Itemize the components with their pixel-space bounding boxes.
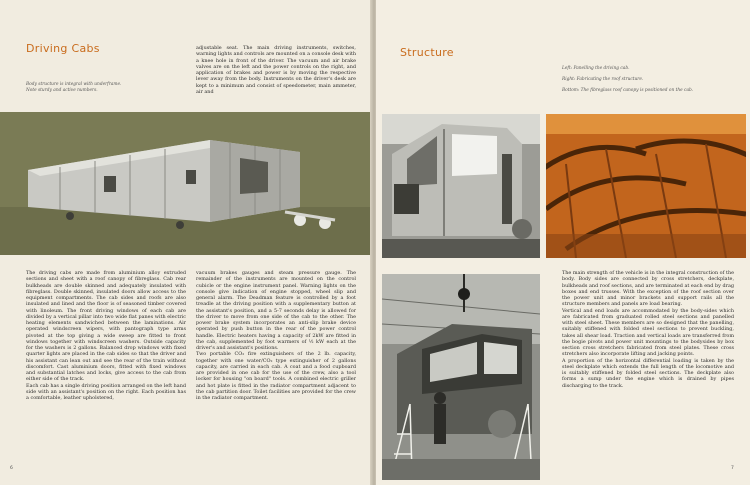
caption-bottom-photo: Bottom: The fibreglass roof canopy is positioned on the cab. (562, 88, 694, 93)
page-title-structure: Structure (400, 46, 454, 59)
cab-text-column-1: The driving cabs are made from aluminium alloy extruded sections and sheet with a roof canopy of fibreglass. Cab rear bulkheads are double skinned and adequately insulated with fibreglass. Double skinned, insulated doors allow access to the equipment compartments. The cab sides and roofs are also insulated and lined and the floor is of seasoned timber covered with linoleum. The front driving windows of each cab are divided by a vertical pillar into two wide flat panes with electric heating elements sandwiched between the laminations. Air operated windscreen wipers, with pantograph type arms pivoted at the top giving a wide sweep are fitted to front windows together with windscreen washers. Outside capacity for the washers is 2 gallons. Balanced drop windows with fixed quarter lights are placed in the cab sides so that the driver and his assistant can lean out and see the rear of the train without discomfort. Cast aluminium doors, fitted with fixed windows and substantial latches and locks, give access to the cab from either side of the track. Each cab has a single driving position arranged on the left hand side with an assistant's position on the right. Each position has a comfortable, leather upholstered, (26, 270, 186, 401)
caption-left-photo: Left: Panelling the driving cab. (562, 66, 630, 71)
body-structure-caption: Body structure is integral with underframe. Note sturdy and active numbers. (26, 82, 122, 93)
page-title-driving-cabs: Driving Cabs (26, 42, 100, 55)
caption-right-photo: Right: Fabricating the roof structure. (562, 77, 644, 82)
page-number-left: 6 (10, 466, 13, 471)
roof-structure-illustration (546, 114, 746, 258)
cab-text-intro: adjustable seat. The main driving instruments, switches, warning lights and controls are mounted on a console desk with a knee hole in front of the driver. The vacuum and air brake valves are on the left and the power controls on the right, and application of brakes and power is by moving the respective lever away from the body. Instruments on the driver's desk are kept to a minimum and consist of speedometer, main ammeter, air and (196, 45, 356, 95)
roof-canopy-positioning-photo (382, 274, 540, 480)
roof-canopy-illustration (382, 274, 540, 480)
structure-text: The main strength of the vehicle is in the integral construction of the body. Body sides are connected by cross stretchers, deckplate, bulkheads and roof sections, and are terminated at each end by drag boxes and end trusses. With the exception of the roof section over the power unit and minor brackets and support rails all the structure members and panels are load bearing. Vertical and end loads are accommodated by the body-sides which are fabricated from graduated rolled steel sections and panelled with steel sheet. These members are so designed that the panelling, suitably stiffened with folded steel sections to prevent buckling, takes all shear load. Traction and vertical loads are transferred from the bogie pivots and power unit mountings to the bodysides by box section cross stretchers fabricated from steel plates. These cross stretchers also incorporate lifting and jacking points. A proportion of the horizontal differential loading is taken by the steel deckplate which extends the full length of the locomotive and is suitably stiffened by folded steel sections. The deckplate also forms a sump under the engine which is drained by pipes discharging to the track. (562, 270, 734, 389)
locomotive-body-illustration (0, 112, 373, 255)
locomotive-body-photo (0, 112, 373, 255)
fabricating-roof-structure-photo (546, 114, 746, 258)
right-page (376, 0, 750, 485)
page-number-right: 7 (731, 466, 734, 471)
left-page (0, 0, 373, 485)
panelling-driving-cab-photo (382, 114, 540, 258)
panelling-cab-illustration (382, 114, 540, 258)
cab-text-column-2: vacuum brakes gauges and steam pressure gauge. The remainder of the instruments are mounted on the control cubicle or the engine instrument panel. Warning lights on the console give indication of engine stopped, wheel slip and general alarm. The Deadman feature is controlled by a foot treadle at the driving position with a supplementary button at the assistant's position, and a 5-7 seconds delay is allowed for the driver to move from one side of the cab to the other. The power brake system incorporates an anti-slip brake device operated by push button in the rear of the power control handle. Electric heaters having a capacity of 2kW are fitted in the cab, supplemented by foot warmers of ½ kW each at the driver's and assistant's positions. Two portable CO₂ fire extinguishers of the 2 lb. capacity, together with one water/CO₂ type extinguisher of 2 gallons capacity, are carried in each cab. A coat and a food cupboard are provided in one cab for the use of the crew, also a tool locker for housing "on board" tools. A combined electric griller and hot plate is fitted in the radiator compartment adjacent to the cab partition door. Toilet facilities are provided for the crew in the radiator compartment. (196, 270, 356, 401)
